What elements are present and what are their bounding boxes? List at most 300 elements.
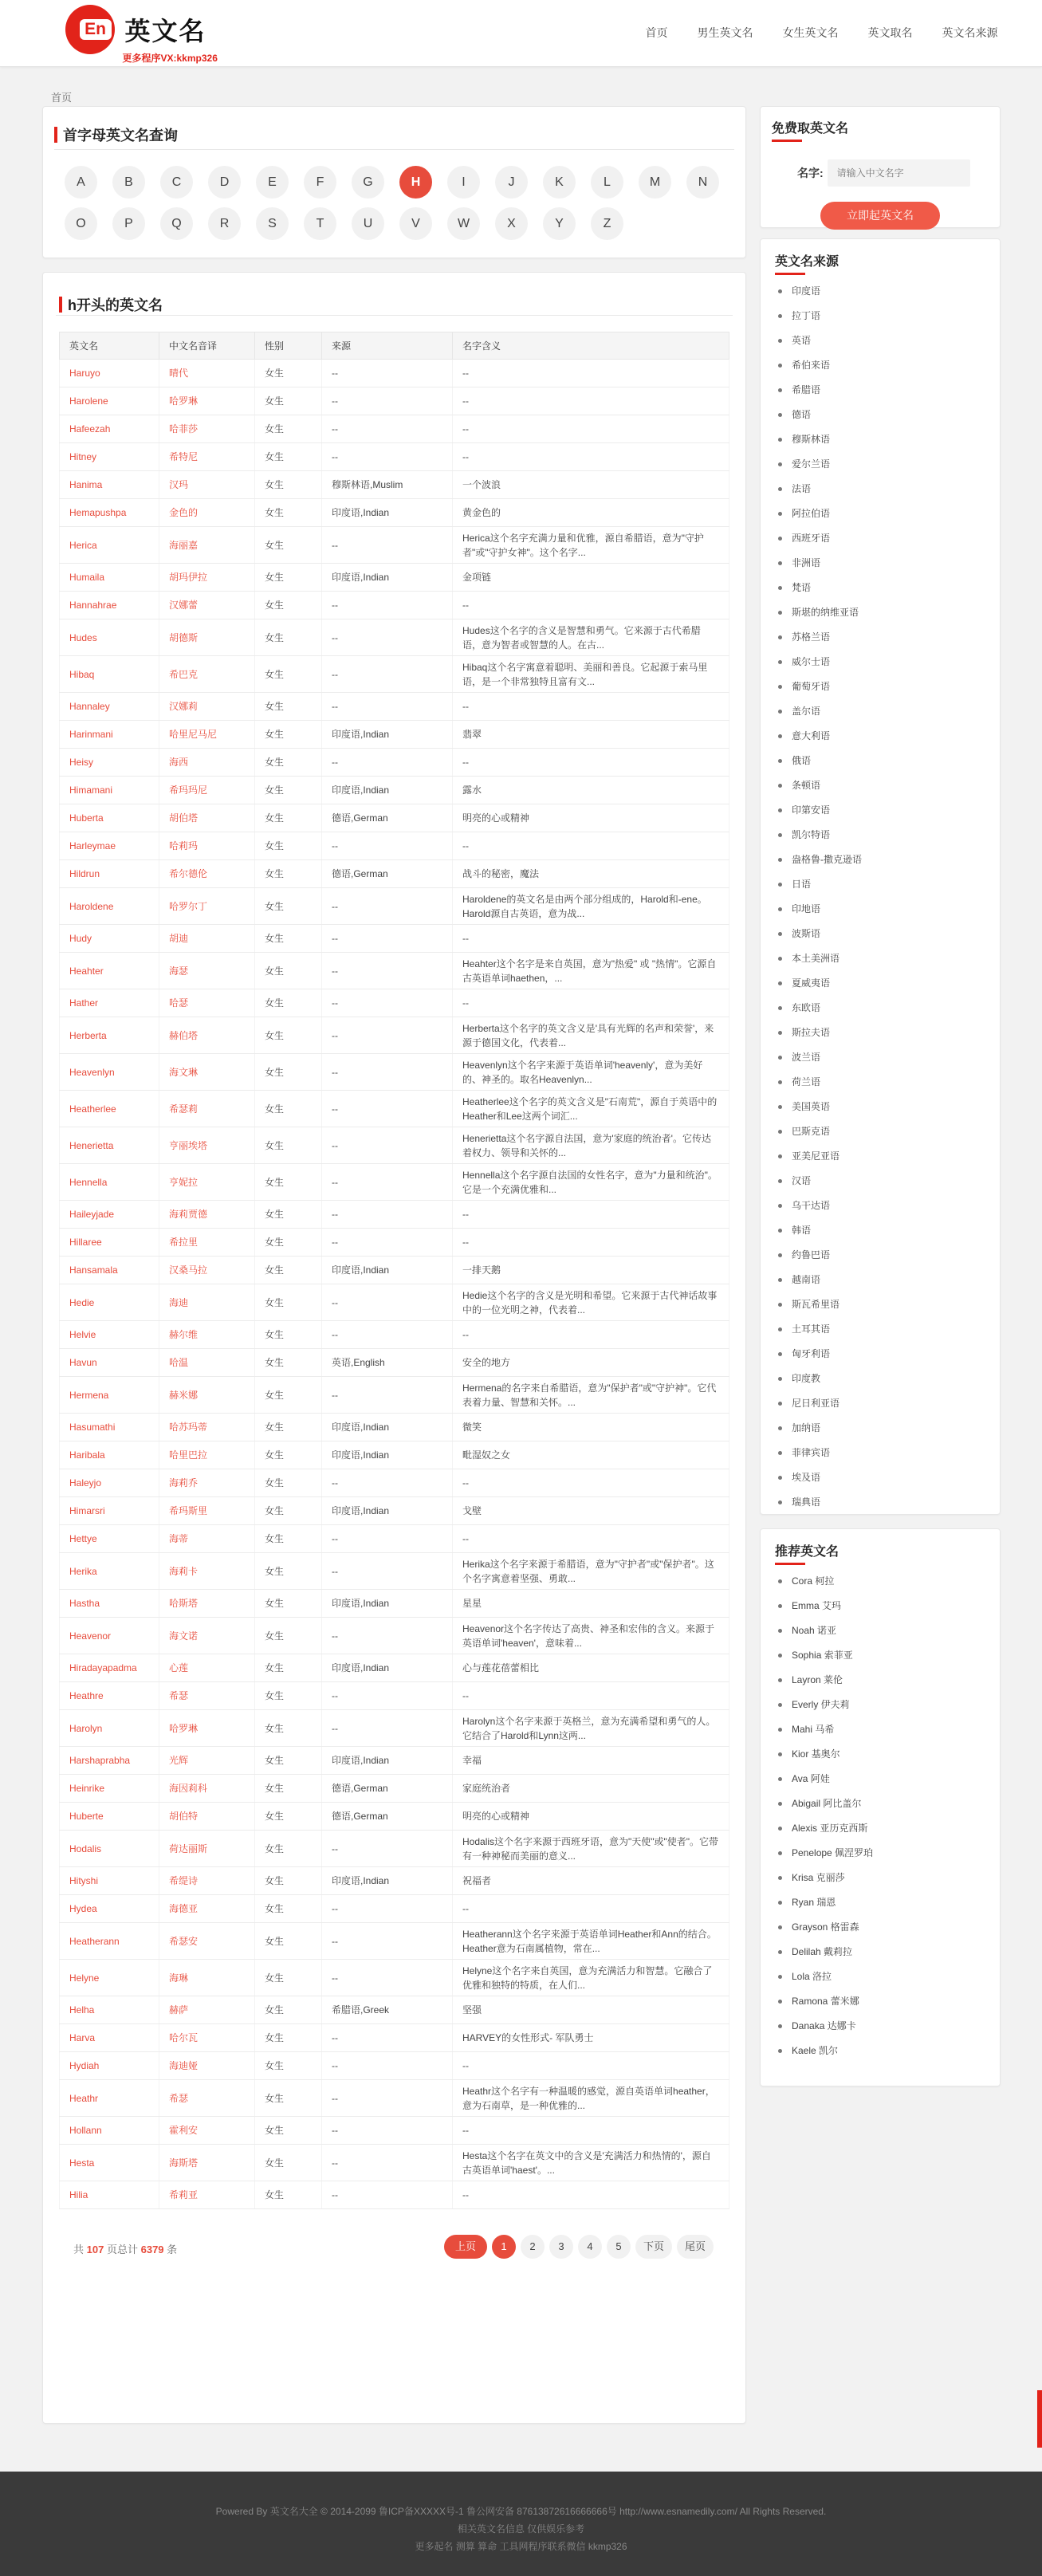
prev-page-button[interactable]: 上页 <box>444 2235 487 2259</box>
last-page-button[interactable]: 尾页 <box>677 2235 714 2259</box>
chinese-name-link[interactable]: 希巴克 <box>169 668 199 680</box>
chinese-name-link[interactable]: 哈莉玛 <box>169 840 199 851</box>
origin-item[interactable]: 美国英语 <box>775 1095 985 1119</box>
english-name-link[interactable]: Hannahrae <box>69 600 117 611</box>
title-underline <box>772 140 802 142</box>
origin-item[interactable]: 巴斯克语 <box>775 1119 985 1144</box>
origin-item[interactable]: 梵语 <box>775 576 985 600</box>
meaning-cell: Hodalis这个名字来源于西班牙语，意为"天使"或"使者"。它带有一种神秘而美丽的意义... <box>453 1831 729 1867</box>
english-name-link[interactable]: Hilia <box>69 2189 88 2200</box>
letter-g-button[interactable]: G <box>352 166 384 199</box>
letter-v-button[interactable]: V <box>399 207 432 240</box>
chinese-name-link[interactable]: 胡德斯 <box>169 631 199 643</box>
chinese-name-link[interactable]: 哈瑟 <box>169 997 189 1009</box>
letter-f-button[interactable]: F <box>304 166 336 199</box>
origin-cell: -- <box>322 953 453 989</box>
english-name-link[interactable]: Havun <box>69 1357 97 1368</box>
english-name-link[interactable]: Heavenlyn <box>69 1066 115 1078</box>
page-3-button[interactable]: 3 <box>549 2235 573 2259</box>
english-name-link[interactable]: Harva <box>69 2032 96 2043</box>
chinese-name-link[interactable]: 希瑟安 <box>169 1935 199 1947</box>
letter-search-title-text: 首字母英文名查询 <box>63 128 178 144</box>
origin-item[interactable]: 约鲁巴语 <box>775 1243 985 1268</box>
english-name-link[interactable]: Hitney <box>69 451 97 462</box>
gender-cell: 女生 <box>255 777 322 804</box>
chinese-name-link[interactable]: 赫伯塔 <box>169 1029 199 1041</box>
chinese-name-link[interactable]: 海迪 <box>169 1296 189 1308</box>
chinese-name-link[interactable]: 海莉贾德 <box>169 1209 208 1220</box>
origin-item[interactable]: 乌干达语 <box>775 1194 985 1218</box>
english-name-link[interactable]: Helvie <box>69 1329 96 1340</box>
origin-item[interactable]: 越南语 <box>775 1268 985 1292</box>
english-name-link[interactable]: Hollann <box>69 2125 102 2136</box>
english-name-link[interactable]: Herica <box>69 539 97 551</box>
english-name-link[interactable]: Hesta <box>69 2157 95 2169</box>
english-name-link[interactable]: Huberte <box>69 1811 104 1822</box>
name-cell <box>60 619 159 656</box>
page-2-button[interactable]: 2 <box>521 2235 545 2259</box>
table-row <box>60 1201 729 1229</box>
nav-link[interactable]: 英文名来源 <box>942 26 998 39</box>
chinese-name-link[interactable]: 希拉里 <box>169 1237 199 1248</box>
chinese-name-link[interactable]: 希瑟 <box>169 2092 189 2104</box>
gender-cell: 女生 <box>255 989 322 1017</box>
chinese-name-cell <box>159 1996 255 2024</box>
chinese-name-link[interactable]: 海莉卡 <box>169 1565 199 1577</box>
english-name-link[interactable]: Hennella <box>69 1176 108 1188</box>
origin-item[interactable]: 东欧语 <box>775 996 985 1021</box>
nav-link[interactable]: 女生英文名 <box>782 26 839 39</box>
chinese-name-link[interactable]: 汉玛 <box>169 479 189 490</box>
chinese-name-link[interactable]: 海因莉科 <box>169 1783 208 1794</box>
chinese-name-link[interactable]: 哈斯塔 <box>169 1598 199 1609</box>
english-name-link[interactable]: Himarsri <box>69 1505 105 1516</box>
chinese-name-link[interactable]: 希瑟莉 <box>169 1103 199 1115</box>
chinese-name-cell <box>159 1618 255 1654</box>
recommend-item[interactable]: Ava 阿娃 <box>775 1767 985 1791</box>
origin-item[interactable]: 英语 <box>775 328 985 353</box>
english-name-link[interactable]: Hityshi <box>69 1875 99 1886</box>
main-content <box>42 106 746 2424</box>
origin-item[interactable]: 波斯语 <box>775 922 985 946</box>
name-cell <box>60 1414 159 1441</box>
chinese-name-link[interactable]: 哈罗尔丁 <box>169 900 208 912</box>
chinese-name-link[interactable]: 希尔德伦 <box>169 868 208 879</box>
letter-e-button[interactable]: E <box>256 166 289 199</box>
chinese-name-link[interactable]: 赫萨 <box>169 2004 189 2016</box>
origin-cell: -- <box>322 1017 453 1054</box>
recommend-item[interactable]: Cora 柯拉 <box>775 1569 985 1594</box>
chinese-name-link[interactable]: 汉娜莉 <box>169 701 199 712</box>
letter-a-button[interactable]: A <box>65 166 97 199</box>
origin-item[interactable]: 加纳语 <box>775 1416 985 1441</box>
english-name-link[interactable]: Harshaprabha <box>69 1755 131 1766</box>
meaning-cell: -- <box>453 989 729 1017</box>
english-name-link[interactable]: Hermena <box>69 1389 109 1401</box>
english-name-link[interactable]: Harolene <box>69 395 108 407</box>
recommend-item[interactable]: Krisa 克丽莎 <box>775 1866 985 1890</box>
chinese-name-cell <box>159 471 255 499</box>
table-row <box>60 777 729 804</box>
origin-item[interactable]: 凯尔特语 <box>775 823 985 848</box>
table-row <box>60 1775 729 1803</box>
gender-cell: 女生 <box>255 1284 322 1321</box>
letter-list <box>65 166 734 249</box>
english-name-link[interactable]: Hastha <box>69 1598 100 1609</box>
chinese-name-link[interactable]: 海迪娅 <box>169 2060 199 2071</box>
origin-cell: 印度语,Indian <box>322 721 453 749</box>
recommend-item[interactable]: Penelope 佩涅罗珀 <box>775 1841 985 1866</box>
gender-cell: 女生 <box>255 387 322 415</box>
english-name-link[interactable]: Hedie <box>69 1296 95 1308</box>
origin-item[interactable]: 瑞典语 <box>775 1490 985 1515</box>
name-cell <box>60 360 159 387</box>
chinese-name-link[interactable]: 亨妮拉 <box>169 1176 199 1188</box>
table-row <box>60 804 729 832</box>
letter-k-button[interactable]: K <box>543 166 576 199</box>
recommend-item[interactable]: Everly 伊夫莉 <box>775 1693 985 1717</box>
letter-o-button[interactable]: O <box>65 207 97 240</box>
chinese-name-link[interactable]: 哈罗琳 <box>169 1722 199 1734</box>
table-row <box>60 1654 729 1682</box>
letter-w-button[interactable]: W <box>447 207 480 240</box>
letter-n-button[interactable]: N <box>686 166 719 199</box>
chinese-name-link[interactable]: 哈里巴拉 <box>169 1449 208 1461</box>
recommend-item[interactable]: Alexis 亚历克西斯 <box>775 1816 985 1841</box>
origin-item[interactable]: 苏格兰语 <box>775 625 985 650</box>
recommend-item[interactable]: Ramona 蕾米娜 <box>775 1989 985 2014</box>
chinese-name-link[interactable]: 海文诺 <box>169 1630 199 1642</box>
breadcrumb[interactable]: 首页 <box>51 92 73 104</box>
english-name-link[interactable]: Herberta <box>69 1029 107 1041</box>
nav-link[interactable]: 男生英文名 <box>697 26 753 39</box>
recommend-item[interactable]: Abigail 阿比盖尔 <box>775 1791 985 1816</box>
chinese-name-link[interactable]: 希瑟 <box>169 1690 189 1701</box>
chinese-name-link[interactable]: 心莲 <box>169 1662 189 1673</box>
origin-item[interactable]: 印度语 <box>775 279 985 304</box>
chinese-name-link[interactable]: 胡伯塔 <box>169 812 199 824</box>
english-name-link[interactable]: Himamani <box>69 785 113 796</box>
recommend-item[interactable]: Kior 基奥尔 <box>775 1742 985 1767</box>
english-name-link[interactable]: Henerietta <box>69 1139 114 1151</box>
chinese-name-link[interactable]: 海德亚 <box>169 1903 199 1914</box>
origin-cell: -- <box>322 1284 453 1321</box>
origin-item[interactable]: 穆斯林语 <box>775 427 985 452</box>
column-header: 来源 <box>322 332 453 360</box>
chinese-name-link[interactable]: 希莉亚 <box>169 2189 199 2200</box>
meaning-cell: -- <box>453 1682 729 1710</box>
origin-item[interactable]: 亚美尼亚语 <box>775 1144 985 1169</box>
next-page-button[interactable]: 下页 <box>635 2235 672 2259</box>
english-name-link[interactable]: Herika <box>69 1565 97 1577</box>
origin-item[interactable]: 印第安语 <box>775 798 985 823</box>
english-name-link[interactable]: Huberta <box>69 812 104 824</box>
english-name-link[interactable]: Helha <box>69 2004 95 2016</box>
chinese-name-link[interactable]: 哈苏玛蒂 <box>169 1422 208 1433</box>
meaning-cell: -- <box>453 2181 729 2209</box>
origin-cell: -- <box>322 2024 453 2052</box>
chinese-name-link[interactable]: 胡伯特 <box>169 1811 199 1822</box>
meaning-cell: -- <box>453 360 729 387</box>
origin-item[interactable]: 菲律宾语 <box>775 1441 985 1465</box>
origin-item[interactable]: 埃及语 <box>775 1465 985 1490</box>
letter-r-button[interactable]: R <box>208 207 241 240</box>
table-row <box>60 387 729 415</box>
chinese-name-link[interactable]: 海西 <box>169 757 189 768</box>
chinese-name-link[interactable]: 亨丽埃塔 <box>169 1139 208 1151</box>
recommend-item[interactable]: Grayson 格雷森 <box>775 1915 985 1940</box>
recommend-item[interactable]: Delilah 戴莉拉 <box>775 1940 985 1964</box>
recommend-item[interactable]: Emma 艾玛 <box>775 1594 985 1618</box>
recommend-item[interactable]: Noah 诺亚 <box>775 1618 985 1643</box>
origin-item[interactable]: 尼日利亚语 <box>775 1391 985 1416</box>
english-name-link[interactable]: Heinrike <box>69 1783 105 1794</box>
name-cell <box>60 888 159 925</box>
chinese-name-link[interactable]: 希特尼 <box>169 451 199 462</box>
english-name-link[interactable]: Hemapushpa <box>69 507 127 518</box>
letter-u-button[interactable]: U <box>352 207 384 240</box>
nav-link[interactable]: 英文取名 <box>867 26 913 39</box>
chinese-name-link[interactable]: 哈里尼马尼 <box>169 729 218 740</box>
name-cell <box>60 832 159 860</box>
english-name-link[interactable]: Hettye <box>69 1533 97 1544</box>
letter-q-button[interactable]: Q <box>160 207 193 240</box>
origin-cell: -- <box>322 592 453 619</box>
english-name-link[interactable]: Heathre <box>69 1690 104 1701</box>
origin-item[interactable]: 印度教 <box>775 1367 985 1391</box>
gender-cell: 女生 <box>255 1747 322 1775</box>
gender-cell: 女生 <box>255 1654 322 1682</box>
english-name-link[interactable]: Haleyjo <box>69 1477 102 1489</box>
english-name-link[interactable]: Hudy <box>69 933 92 944</box>
letter-t-button[interactable]: T <box>304 207 336 240</box>
origins-title <box>775 239 985 273</box>
chinese-name-link[interactable]: 荷达丽斯 <box>169 1843 208 1854</box>
origin-item[interactable]: 本土美洲语 <box>775 946 985 971</box>
chinese-name-link[interactable]: 海莉乔 <box>169 1477 199 1489</box>
origin-item[interactable]: 斯拉夫语 <box>775 1021 985 1045</box>
english-name-link[interactable]: Haribala <box>69 1449 105 1461</box>
origin-cell: -- <box>322 1377 453 1414</box>
letter-i-button[interactable]: I <box>447 166 480 199</box>
chinese-name-link[interactable]: 霍利安 <box>169 2125 199 2136</box>
english-name-link[interactable]: Haroldene <box>69 900 114 912</box>
origin-item[interactable]: 斯瓦希里语 <box>775 1292 985 1317</box>
letter-j-button[interactable]: J <box>495 166 528 199</box>
chinese-name-link[interactable]: 胡玛伊拉 <box>169 572 208 583</box>
chinese-name-link[interactable]: 海斯塔 <box>169 2157 199 2169</box>
english-name-link[interactable]: Hydiah <box>69 2060 100 2071</box>
chinese-name-link[interactable]: 汉桑马拉 <box>169 1264 208 1276</box>
site-header <box>0 0 1042 67</box>
english-name-link[interactable]: Heathr <box>69 2092 99 2104</box>
origin-item[interactable]: 荷兰语 <box>775 1070 985 1095</box>
chinese-name-link[interactable]: 赫米娜 <box>169 1389 199 1401</box>
chinese-name-link[interactable]: 希缇诗 <box>169 1875 199 1886</box>
english-name-link[interactable]: Hanima <box>69 479 103 490</box>
chinese-name-link[interactable]: 希玛斯里 <box>169 1505 208 1516</box>
english-name-link[interactable]: Haruyo <box>69 368 100 379</box>
origin-item[interactable]: 爱尔兰语 <box>775 452 985 477</box>
english-name-link[interactable]: Hather <box>69 997 99 1009</box>
chinese-name-link[interactable]: 汉娜蕾 <box>169 600 199 611</box>
letter-s-button[interactable]: S <box>256 207 289 240</box>
table-row <box>60 1349 729 1377</box>
name-cell <box>60 1710 159 1747</box>
origin-item[interactable]: 法语 <box>775 477 985 501</box>
page-1-button[interactable]: 1 <box>492 2235 516 2259</box>
chinese-name-link[interactable]: 海琳 <box>169 1972 189 1984</box>
english-name-link[interactable]: Heatherann <box>69 1935 120 1947</box>
origin-item[interactable]: 德语 <box>775 403 985 427</box>
english-name-link[interactable]: Hiradayapadma <box>69 1662 137 1673</box>
logo-title[interactable]: 英文名 <box>124 16 206 46</box>
origin-item[interactable]: 汉语 <box>775 1169 985 1194</box>
table-row <box>60 1996 729 2024</box>
chinese-name-link[interactable]: 胡迪 <box>169 933 189 944</box>
origin-item[interactable]: 日语 <box>775 872 985 897</box>
origin-item[interactable]: 盖尔语 <box>775 699 985 724</box>
english-name-link[interactable]: Hildrun <box>69 868 100 879</box>
chinese-name-cell <box>159 2024 255 2052</box>
english-name-link[interactable]: Hasumathi <box>69 1422 116 1433</box>
recommend-item[interactable]: Sophia 索菲亚 <box>775 1643 985 1668</box>
chinese-name-link[interactable]: 哈罗琳 <box>169 395 199 407</box>
origin-cell: -- <box>322 1091 453 1127</box>
chinese-name-link[interactable]: 海蒂 <box>169 1533 189 1544</box>
letter-b-button[interactable]: B <box>112 166 145 199</box>
english-name-link[interactable]: Harolyn <box>69 1722 103 1734</box>
origin-item[interactable]: 西班牙语 <box>775 526 985 551</box>
gender-cell: 女生 <box>255 1257 322 1284</box>
origin-item[interactable]: 斯堪的纳维亚语 <box>775 600 985 625</box>
chinese-name-cell <box>159 2117 255 2145</box>
english-name-link[interactable]: Humaila <box>69 572 105 583</box>
table-row <box>60 2145 729 2181</box>
english-name-link[interactable]: Heavenor <box>69 1630 112 1642</box>
origin-item[interactable]: 希腊语 <box>775 378 985 403</box>
chinese-name-link[interactable]: 哈温 <box>169 1357 189 1368</box>
english-name-link[interactable]: Helyne <box>69 1972 100 1984</box>
english-name-link[interactable]: Hannaley <box>69 701 110 712</box>
title-underline <box>775 1563 805 1565</box>
nav-link[interactable]: 首页 <box>645 26 668 39</box>
english-name-link[interactable]: Harinmani <box>69 729 113 740</box>
origin-item[interactable]: 韩语 <box>775 1218 985 1243</box>
origin-item[interactable]: 印地语 <box>775 897 985 922</box>
recommend-item[interactable]: Layron 莱伦 <box>775 1668 985 1693</box>
english-name-link[interactable]: Haileyjade <box>69 1209 115 1220</box>
page-5-button[interactable]: 5 <box>607 2235 631 2259</box>
chinese-name-link[interactable]: 哈菲莎 <box>169 423 199 435</box>
english-name-link[interactable]: Hydea <box>69 1903 97 1914</box>
chinese-name-link[interactable]: 金色的 <box>169 507 199 518</box>
logo-icon[interactable] <box>65 5 115 54</box>
origin-item[interactable]: 条顿语 <box>775 773 985 798</box>
letter-search-card <box>42 106 746 258</box>
letter-z-button[interactable]: Z <box>591 207 623 240</box>
origin-item[interactable]: 非洲语 <box>775 551 985 576</box>
table-row <box>60 415 729 443</box>
english-name-link[interactable]: Heisy <box>69 757 94 768</box>
letter-x-button[interactable]: X <box>495 207 528 240</box>
gender-cell: 女生 <box>255 1164 322 1201</box>
origin-item[interactable]: 阿拉伯语 <box>775 501 985 526</box>
letter-c-button[interactable]: C <box>160 166 193 199</box>
chinese-name-link[interactable]: 哈尔瓦 <box>169 2032 199 2043</box>
origin-item[interactable]: 波兰语 <box>775 1045 985 1070</box>
english-name-link[interactable]: Hudes <box>69 631 97 643</box>
english-name-link[interactable]: Hodalis <box>69 1843 102 1854</box>
origin-item[interactable]: 意大利语 <box>775 724 985 749</box>
english-name-link[interactable]: Hansamala <box>69 1264 118 1276</box>
recommend-item[interactable]: Danaka 达娜卡 <box>775 2014 985 2039</box>
origin-item[interactable]: 葡萄牙语 <box>775 674 985 699</box>
origin-item[interactable]: 匈牙利语 <box>775 1342 985 1367</box>
chinese-name-cell <box>159 360 255 387</box>
generate-name-button[interactable]: 立即起英文名 <box>820 202 940 230</box>
table-row <box>60 1284 729 1321</box>
name-cell <box>60 953 159 989</box>
origin-item[interactable]: 土耳其语 <box>775 1317 985 1342</box>
column-header: 英文名 <box>60 332 159 360</box>
origin-item[interactable]: 拉丁语 <box>775 304 985 328</box>
chinese-name-link[interactable]: 希玛玛尼 <box>169 785 208 796</box>
origin-item[interactable]: 俄语 <box>775 749 985 773</box>
english-name-link[interactable]: Hillaree <box>69 1237 102 1248</box>
origin-item[interactable]: 威尔士语 <box>775 650 985 674</box>
chinese-name-link[interactable]: 赫尔维 <box>169 1329 199 1340</box>
letter-y-button[interactable]: Y <box>543 207 576 240</box>
meaning-cell: 微笑 <box>453 1414 729 1441</box>
meaning-cell: 一排天鹅 <box>453 1257 729 1284</box>
letter-m-button[interactable]: M <box>639 166 671 199</box>
origin-item[interactable]: 希伯来语 <box>775 353 985 378</box>
letter-h-button[interactable]: H <box>399 166 432 199</box>
recommend-item[interactable]: Ryan 瑞恩 <box>775 1890 985 1915</box>
recommend-item[interactable]: Kaele 凯尔 <box>775 2039 985 2063</box>
chinese-name-link[interactable]: 海文琳 <box>169 1066 199 1078</box>
recommend-item[interactable]: Lola 洛拉 <box>775 1964 985 1989</box>
origin-cell: 印度语,Indian <box>322 1747 453 1775</box>
chinese-name-link[interactable]: 晴代 <box>169 368 189 379</box>
gender-cell: 女生 <box>255 2024 322 2052</box>
scrollbar-thumb[interactable] <box>1037 2390 1042 2448</box>
english-name-link[interactable]: Hafeezah <box>69 423 111 435</box>
letter-d-button[interactable]: D <box>208 166 241 199</box>
table-row <box>60 1803 729 1831</box>
english-name-link[interactable]: Harleymae <box>69 840 116 851</box>
chinese-name-cell <box>159 1831 255 1867</box>
chinese-name-input[interactable] <box>828 159 970 187</box>
table-row <box>60 1525 729 1553</box>
english-name-link[interactable]: Heatherlee <box>69 1103 116 1115</box>
english-name-link[interactable]: Hibaq <box>69 668 95 680</box>
origin-item[interactable]: 盎格鲁-撒克逊语 <box>775 848 985 872</box>
letter-p-button[interactable]: P <box>112 207 145 240</box>
recommend-item[interactable]: Mahi 马希 <box>775 1717 985 1742</box>
origin-item[interactable]: 夏威夷语 <box>775 971 985 996</box>
recommend-card <box>760 1528 1001 2086</box>
page-4-button[interactable]: 4 <box>578 2235 602 2259</box>
chinese-name-link[interactable]: 海瑟 <box>169 965 189 977</box>
name-cell <box>60 989 159 1017</box>
table-row <box>60 1960 729 1996</box>
chinese-name-link[interactable]: 海丽嘉 <box>169 539 199 551</box>
english-name-link[interactable]: Heahter <box>69 965 104 977</box>
chinese-name-link[interactable]: 光辉 <box>169 1755 189 1766</box>
letter-l-button[interactable]: L <box>591 166 623 199</box>
